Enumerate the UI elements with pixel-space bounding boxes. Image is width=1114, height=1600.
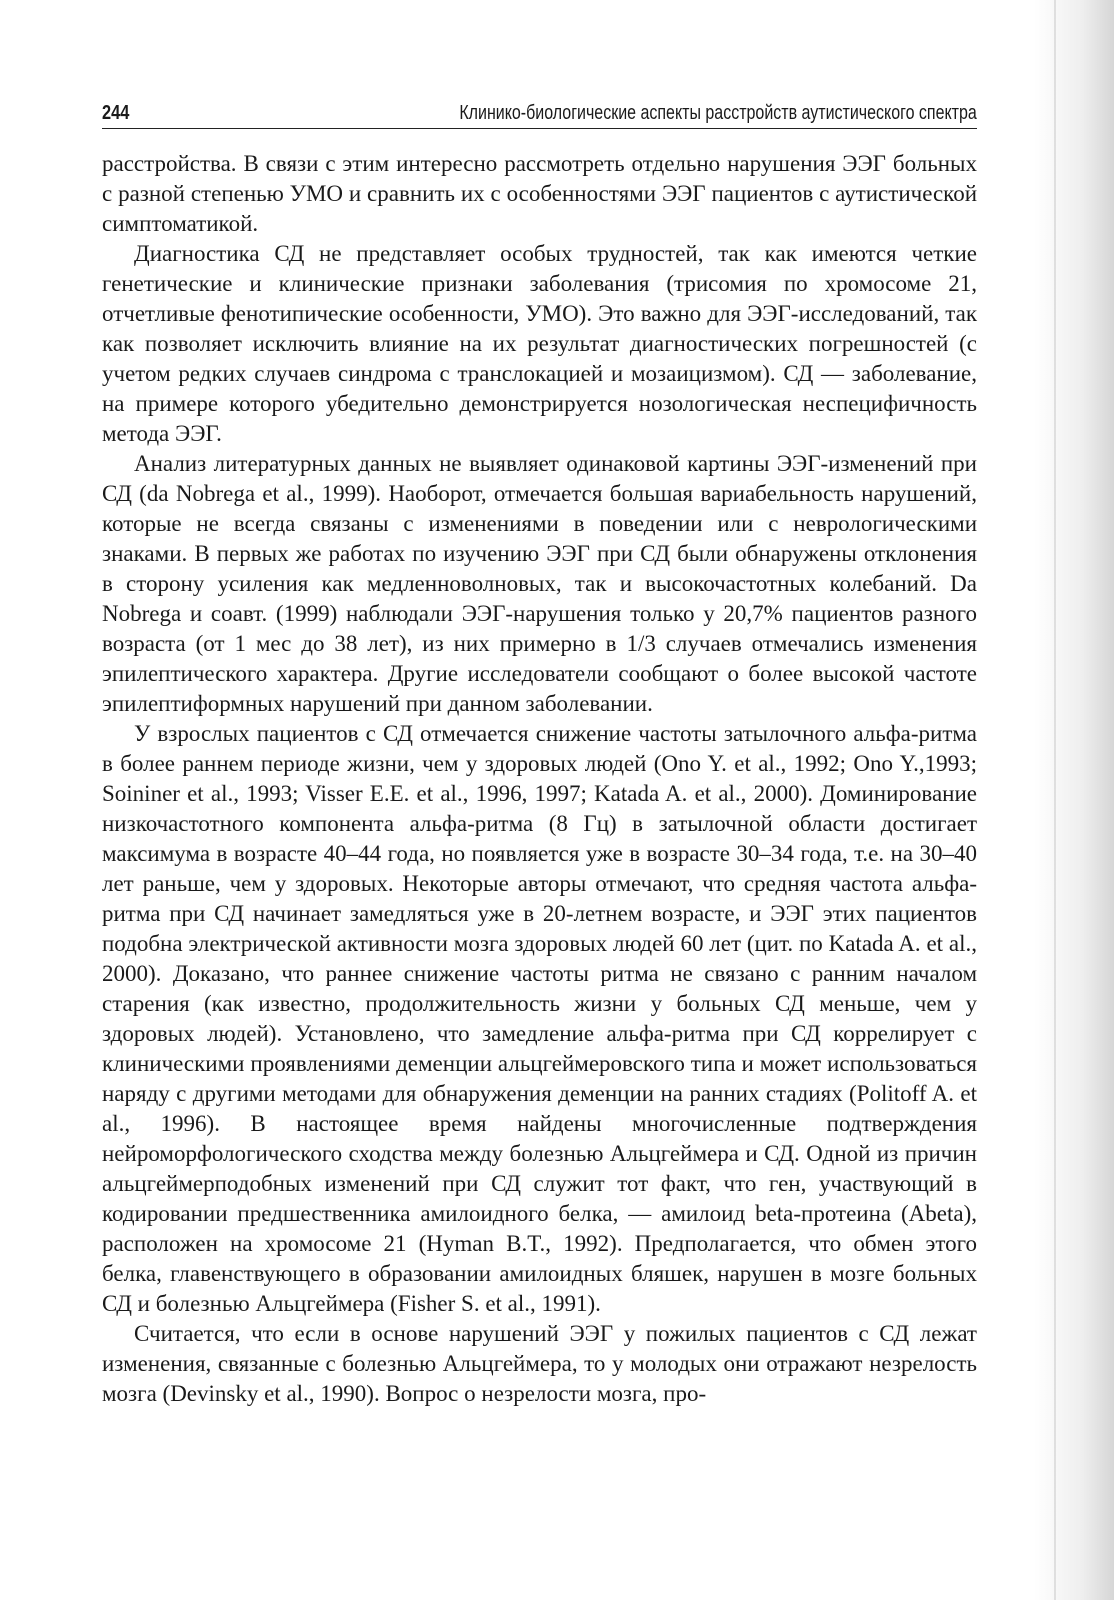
running-title: Клинико-биологические аспекты расстройств аутистического спектра <box>459 102 977 124</box>
body-text <box>102 149 977 1409</box>
page-number: 244 <box>102 102 130 124</box>
running-header <box>102 97 977 129</box>
paragraph-1: расстройства. В связи с этим интересно рассмотреть отдельно нарушения ЭЭГ больных с разной степенью УМО и сравнить их с особенностями ЭЭГ пациентов с аутистической симптоматикой. <box>102 151 977 236</box>
paragraph-2: Диагностика СД не представляет особых трудностей, так как имеются четкие генетические и клинические признаки заболевания (трисомия по хромосоме 21, отчетливые фенотипические особенности, УМО). Это важно для ЭЭГ-исследований, так как позволяет исключить влияние на их результат диагностических погрешностей (с учетом редких случаев синдрома с транслокацией и мозаицизмом). СД — заболевание, на примере которого убедительно демонстрируется нозологическая неспецифичность метода ЭЭГ. <box>102 241 977 446</box>
page-binding-shadow <box>1034 0 1114 1600</box>
paragraph-3: Анализ литературных данных не выявляет одинаковой картины ЭЭГ-изменений при СД (da Nobrega et al., 1999). Наоборот, отмечается большая вариабельность нарушений, которые не всегда связаны с изменениями в поведении или с неврологическими знаками. В первых же работах по изучению ЭЭГ при СД были обнаружены отклонения в сторону усиления как медленноволновых, так и высокочастотных колебаний. Da Nobrega и соавт. (1999) наблюдали ЭЭГ-нарушения только у 20,7% пациентов разного возраста (от 1 мес до 38 лет), из них примерно в 1/3 случаев отмечались изменения эпилептического характера. Другие исследователи сообщают о более высокой частоте эпилептиформных нарушений при данном заболевании. <box>102 451 977 716</box>
paragraph-5: Считается, что если в основе нарушений ЭЭГ у пожилых пациентов с СД лежат изменения, связанные с болезнью Альцгеймера, то у молодых они отражают незрелость мозга (Devinsky et al., 1990). Вопрос о незрелости мозга, про- <box>102 1321 977 1406</box>
paragraph-4: У взрослых пациентов с СД отмечается снижение частоты затылочного альфа-ритма в более раннем периоде жизни, чем у здоровых людей (Ono Y. et al., 1992; Ono Y.,1993; Soininer et al., 1993; Visser E.E. et al., 1996, 1997; Katada A. et al., 2000). Доминирование низкочастотного компонента альфа-ритма (8 Гц) в затылочной области достигает максимума в возрасте 40–44 года, но появляется уже в возрасте 30–34 года, т.е. на 30–40 лет раньше, чем у здоровых. Некоторые авторы отмечают, что средняя частота альфа-ритма при СД начинает замедляться уже в 20-летнем возрасте, и ЭЭГ этих пациентов подобна электрической активности мозга здоровых людей 60 лет (цит. по Katada A. et al., 2000). Доказано, что раннее снижение частоты ритма не связано с ранним началом старения (как известно, продолжительность жизни у больных СД меньше, чем у здоровых людей). Установлено, что замедление альфа-ритма при СД коррелирует с клиническими проявлениями деменции альцгеймеровского типа и может использоваться наряду с другими методами для обнаружения деменции на ранних стадиях (Politoff A. et al., 1996). В настоящее время найдены многочисленные подтверждения нейроморфологического сходства между болезнью Альцгеймера и СД. Одной из причин альцгеймерподобных изменений при СД служит тот факт, что ген, участвующий в кодировании предшественника амилоидного белка, — амилоид beta-протеина (Abeta), расположен на хромосоме 21 (Hyman B.T., 1992). Предполагается, что обмен этого белка, главенствующего в образовании амилоидных бляшек, нарушен в мозге больных СД и болезнью Альцгеймера (Fisher S. et al., 1991). <box>102 721 977 1316</box>
